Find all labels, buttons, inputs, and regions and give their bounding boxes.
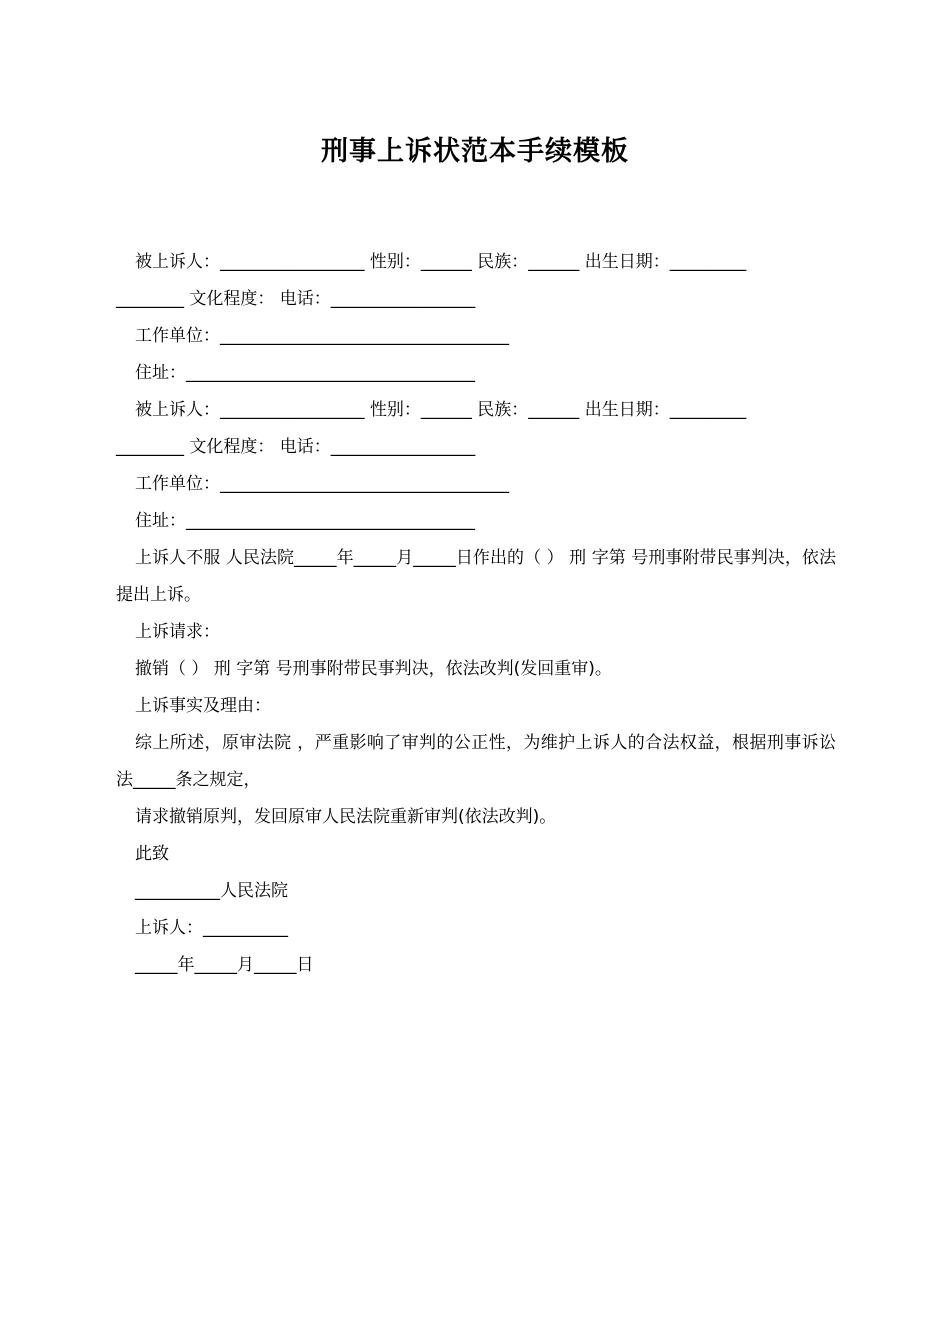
appellant-signature: 上诉人：__________ — [135, 918, 288, 938]
date-line: _____年_____月_____日 — [135, 955, 314, 975]
appellee-1-workplace: 工作单位：__________________________________ — [135, 326, 509, 346]
appellee-2-workplace: 工作单位：__________________________________ — [135, 474, 509, 494]
facts-reasons-paragraph: 综上所述，原审法院 ，严重影响了审判的公正性，为维护上诉人的合法权益，根据刑事诉讼法_____条之规定， — [116, 733, 836, 790]
appeal-statement: 上诉人不服 人民法院_____年_____月_____日作出的（ ） 刑 字第 号刑事附带民事判决，依法提出上诉。 — [116, 548, 836, 605]
court-name: __________人民法院 — [135, 881, 288, 901]
appellee-1-line-1: 被上诉人：_________________ 性别：______ 民族：______ 出生日期：_________ — [135, 252, 747, 272]
appellee-2-line-1: 被上诉人：_________________ 性别：______ 民族：______ 出生日期：_________ — [135, 400, 747, 420]
appellee-2-line-2: ________ 文化程度： 电话：_________________ — [116, 437, 476, 457]
request-revoke: 请求撤销原判，发回原审人民法院重新审判(依法改判)。 — [135, 807, 557, 827]
appellee-1-address: 住址：__________________________________ — [135, 363, 475, 383]
appellee-2-address: 住址：__________________________________ — [135, 511, 475, 531]
appeal-request: 撤销（ ） 刑 字第 号刑事附带民事判决，依法改判(发回重审)。 — [135, 659, 612, 679]
appeal-request-heading: 上诉请求： — [135, 622, 220, 642]
document-title: 刑事上诉状范本手续模板 — [321, 136, 629, 167]
salutation: 此致 — [135, 844, 169, 864]
appellee-1-line-2: ________ 文化程度： 电话：_________________ — [116, 289, 476, 309]
document-body — [116, 244, 836, 984]
facts-reasons-heading: 上诉事实及理由： — [135, 696, 271, 716]
